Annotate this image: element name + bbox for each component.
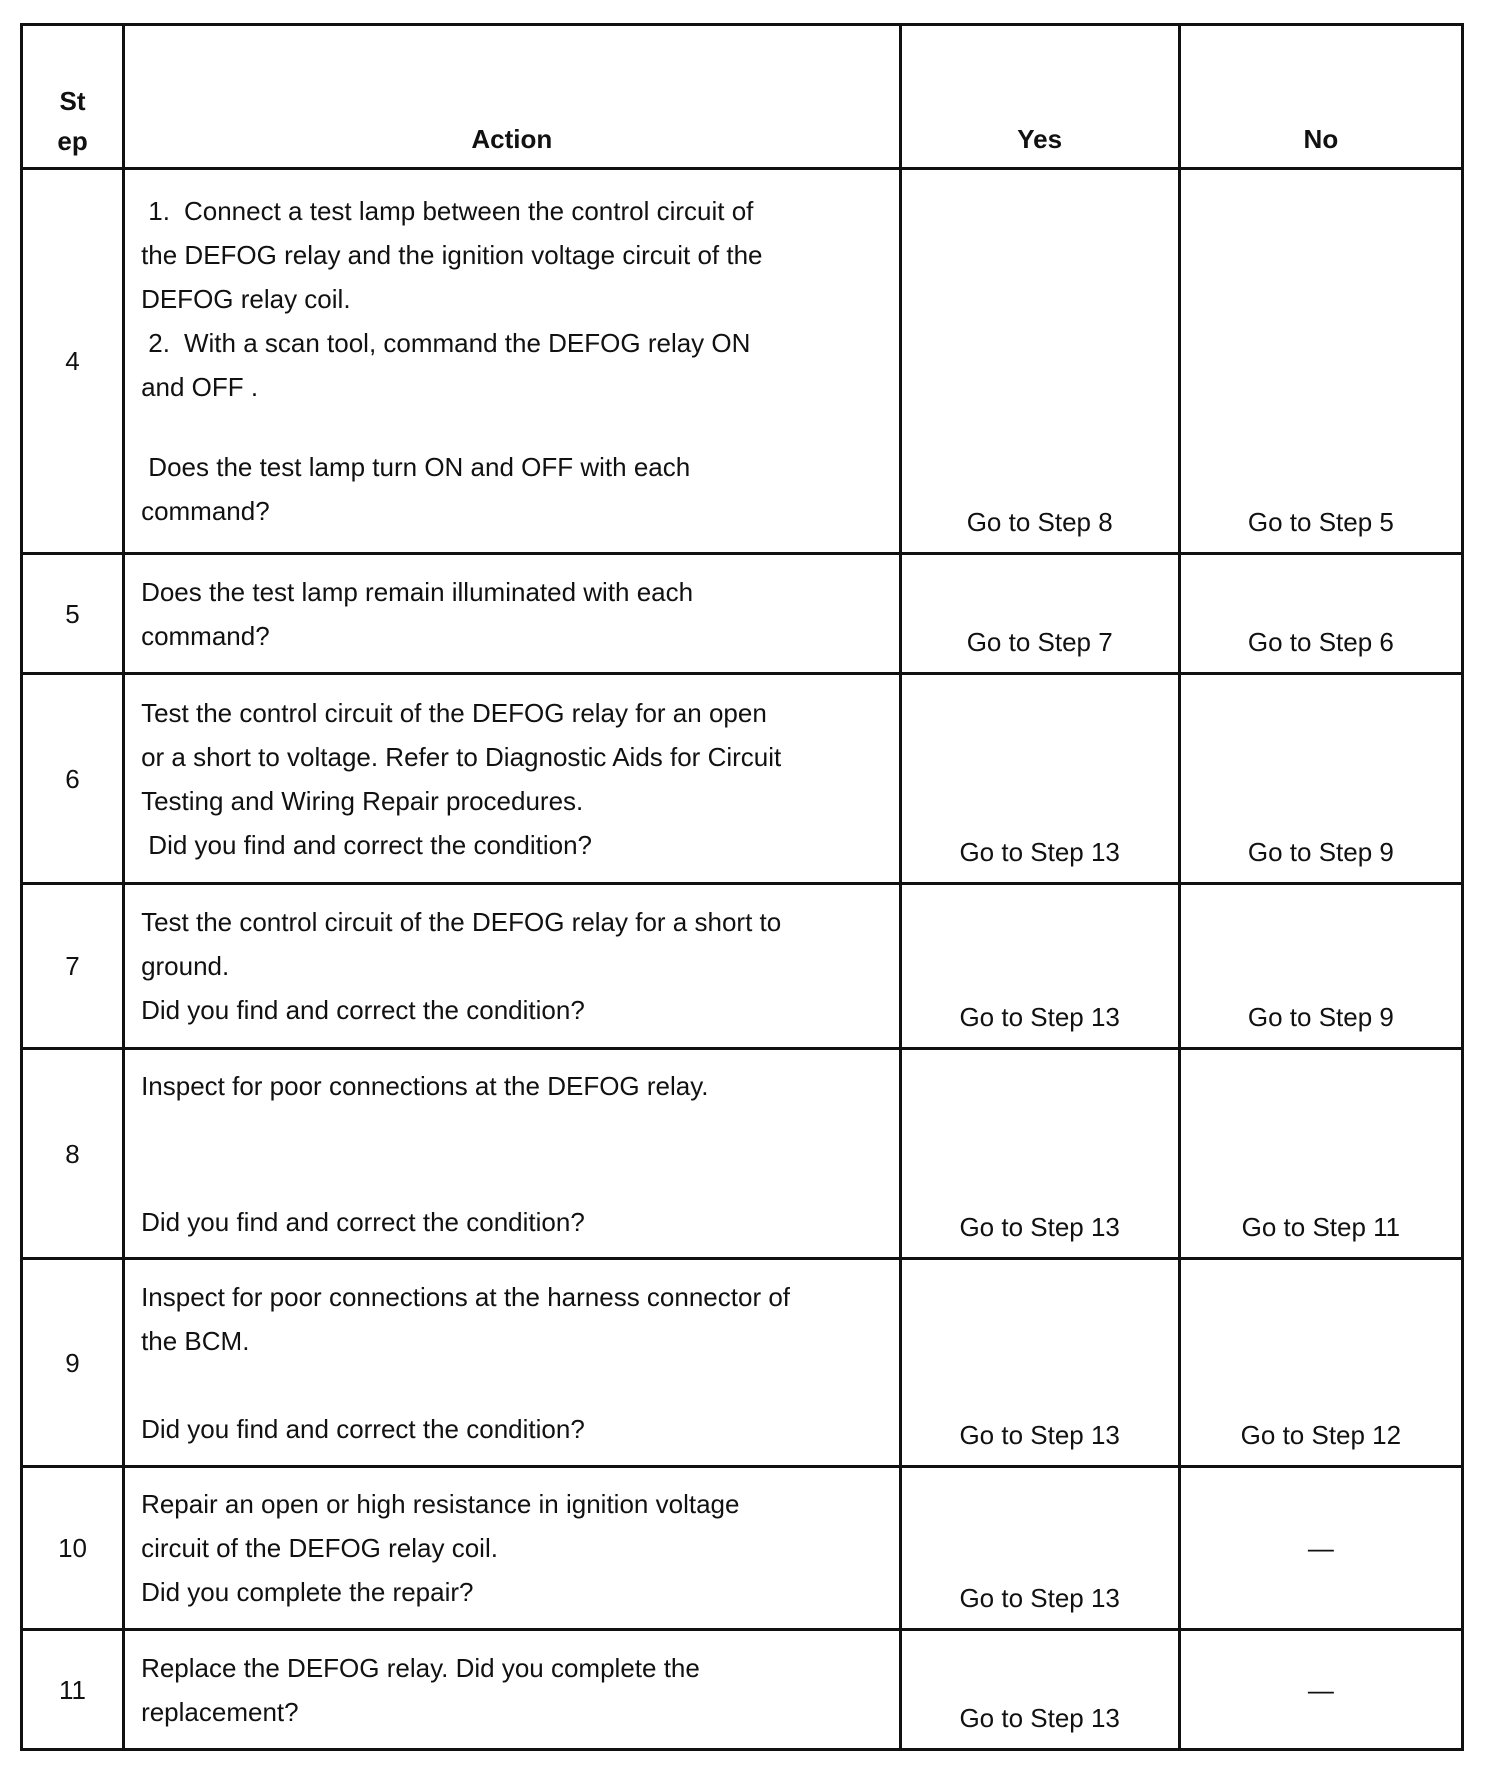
yes-result: Go to Step 13	[900, 1259, 1179, 1467]
header-step-line2: ep	[57, 126, 88, 156]
question-line: Does the test lamp remain illuminated with each	[141, 576, 694, 607]
action-line: DEFOG relay coil.	[141, 284, 351, 314]
action-cell	[124, 884, 901, 1049]
action-line	[141, 321, 883, 365]
action-line: circuit of the DEFOG relay coil.	[141, 1533, 498, 1563]
step-number: 6	[22, 674, 124, 884]
no-result: Go to Step 5	[1179, 169, 1462, 554]
header-step-line1: St	[59, 86, 86, 116]
action-line: or a short to voltage. Refer to Diagnostic Aids for Circuit	[141, 741, 782, 772]
yes-result: Go to Step 13	[900, 674, 1179, 884]
item-text: Connect a test lamp between the control circuit of	[183, 196, 754, 226]
table-row	[22, 1630, 1463, 1750]
item-text: With a scan tool, command the DEFOG relay ON	[183, 328, 751, 358]
header-no: No	[1179, 25, 1462, 169]
yes-result: Go to Step 13	[900, 1467, 1179, 1630]
action-line: ground.	[141, 951, 230, 981]
no-result: —	[1179, 1467, 1462, 1630]
no-result: Go to Step 9	[1179, 884, 1462, 1049]
action-cell	[124, 1467, 901, 1630]
table-row	[22, 884, 1463, 1049]
header-row	[22, 25, 1463, 169]
action-line: Inspect for poor connections at the DEFOG relay.	[141, 1070, 709, 1101]
action-cell	[124, 169, 901, 554]
header-yes: Yes	[900, 25, 1179, 169]
question-line: Did you find and correct the condition?	[141, 995, 585, 1025]
question-line: command?	[141, 620, 270, 651]
header-action: Action	[124, 25, 901, 169]
action-line: Replace the DEFOG relay. Did you complete the	[141, 1652, 700, 1683]
action-cell	[124, 1630, 901, 1750]
question-line: Does the test lamp turn ON and OFF with each	[141, 452, 691, 482]
action-cell	[124, 1259, 901, 1467]
table-row	[22, 1259, 1463, 1467]
action-line: replacement?	[141, 1696, 299, 1727]
question-line: command?	[141, 496, 270, 526]
question-line: Did you find and correct the condition?	[141, 829, 593, 860]
action-line: Inspect for poor connections at the harness connector of	[141, 1281, 791, 1312]
step-number: 9	[22, 1259, 124, 1467]
no-result: —	[1179, 1630, 1462, 1750]
table-row	[22, 169, 1463, 554]
table-row	[22, 554, 1463, 674]
action-line: Repair an open or high resistance in ignition voltage	[141, 1489, 740, 1519]
table-row	[22, 1467, 1463, 1630]
no-result: Go to Step 11	[1179, 1049, 1462, 1259]
question-line: Did you find and correct the condition?	[141, 1413, 585, 1444]
item-number: 2.	[148, 328, 170, 358]
action-line: the BCM.	[141, 1325, 250, 1356]
action-cell	[124, 554, 901, 674]
step-number: 11	[22, 1630, 124, 1750]
step-number: 7	[22, 884, 124, 1049]
table-row	[22, 674, 1463, 884]
step-number: 4	[22, 169, 124, 554]
step-number: 8	[22, 1049, 124, 1259]
question-line: Did you find and correct the condition?	[141, 1206, 585, 1237]
action-line: the DEFOG relay and the ignition voltage circuit of the	[141, 240, 763, 270]
action-line	[141, 189, 883, 233]
no-result: Go to Step 6	[1179, 554, 1462, 674]
no-result: Go to Step 9	[1179, 674, 1462, 884]
action-line: and OFF .	[141, 372, 259, 402]
step-number: 10	[22, 1467, 124, 1630]
step-number: 5	[22, 554, 124, 674]
action-line: Test the control circuit of the DEFOG relay for a short to	[141, 907, 782, 937]
question-line: Did you complete the repair?	[141, 1577, 474, 1607]
no-result: Go to Step 12	[1179, 1259, 1462, 1467]
yes-result: Go to Step 13	[900, 1049, 1179, 1259]
table-row	[22, 1049, 1463, 1259]
action-line: Test the control circuit of the DEFOG relay for an open	[141, 697, 767, 728]
header-step	[22, 25, 124, 169]
diagnostic-table	[20, 23, 1464, 1751]
yes-result: Go to Step 8	[900, 169, 1179, 554]
yes-result: Go to Step 7	[900, 554, 1179, 674]
item-number: 1.	[148, 196, 170, 226]
action-cell	[124, 1049, 901, 1259]
action-line: Testing and Wiring Repair procedures.	[141, 785, 584, 816]
action-cell	[124, 674, 901, 884]
yes-result: Go to Step 13	[900, 884, 1179, 1049]
yes-result: Go to Step 13	[900, 1630, 1179, 1750]
